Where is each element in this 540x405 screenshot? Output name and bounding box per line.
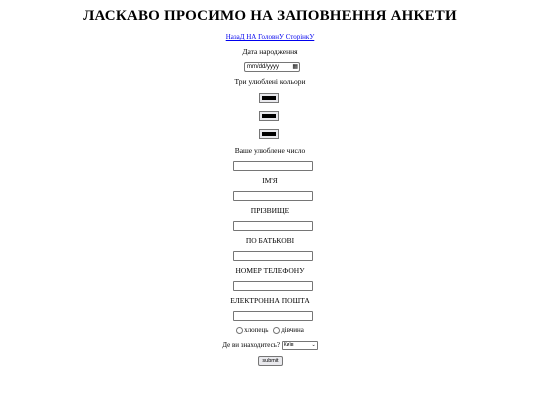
- color-picker-1[interactable]: [259, 93, 279, 103]
- birthdate-input[interactable]: [244, 62, 300, 72]
- gender-label-girl: дівчина: [281, 326, 304, 334]
- gender-radio-boy[interactable]: [236, 327, 243, 334]
- gender-label-boy: хлопець: [244, 326, 269, 334]
- back-link-container: [0, 33, 540, 41]
- favorite-number-label: Ваше улюблене число: [234, 146, 306, 155]
- location-selected-value: Київ: [283, 342, 294, 348]
- birthdate-placeholder: mm/dd/yyyy: [247, 64, 280, 70]
- color-swatch-2: [262, 114, 276, 118]
- location-row: [0, 341, 540, 350]
- phone-input[interactable]: [233, 281, 313, 291]
- phone-label: НОМЕР ТЕЛЕФОНУ: [235, 266, 305, 275]
- colors-label: Три улюблені кольори: [234, 77, 306, 86]
- email-input[interactable]: [233, 311, 313, 321]
- favorite-number-input[interactable]: [233, 161, 313, 171]
- first-name-input[interactable]: [233, 191, 313, 201]
- location-select[interactable]: [282, 341, 318, 350]
- submit-button[interactable]: submit: [258, 356, 283, 366]
- location-label: Де ви знаходитесь?: [222, 341, 280, 350]
- birthdate-label: Дата народження: [242, 47, 298, 56]
- color-picker-2[interactable]: [259, 111, 279, 121]
- calendar-icon[interactable]: ▦: [292, 64, 298, 70]
- gender-radio-group: [0, 326, 540, 334]
- gender-radio-girl[interactable]: [273, 327, 280, 334]
- patronymic-label: ПО БАТЬКОВІ: [245, 236, 295, 245]
- email-label: ЕЛЕКТРОННА ПОШТА: [230, 296, 310, 305]
- back-to-home-link[interactable]: НазаД НА ГоловнУ СторінкУ: [225, 33, 315, 41]
- page-title: ЛАСКАВО ПРОСИМО НА ЗАПОВНЕННЯ АНКЕТИ: [83, 8, 457, 24]
- color-swatch-1: [262, 96, 276, 100]
- color-swatch-3: [262, 132, 276, 136]
- last-name-label: ПРІЗВИЩЕ: [250, 206, 290, 215]
- patronymic-input[interactable]: [233, 251, 313, 261]
- last-name-input[interactable]: [233, 221, 313, 231]
- chevron-down-icon: ⌄: [311, 342, 316, 348]
- first-name-label: ІМ'Я: [262, 176, 278, 185]
- color-picker-3[interactable]: [259, 129, 279, 139]
